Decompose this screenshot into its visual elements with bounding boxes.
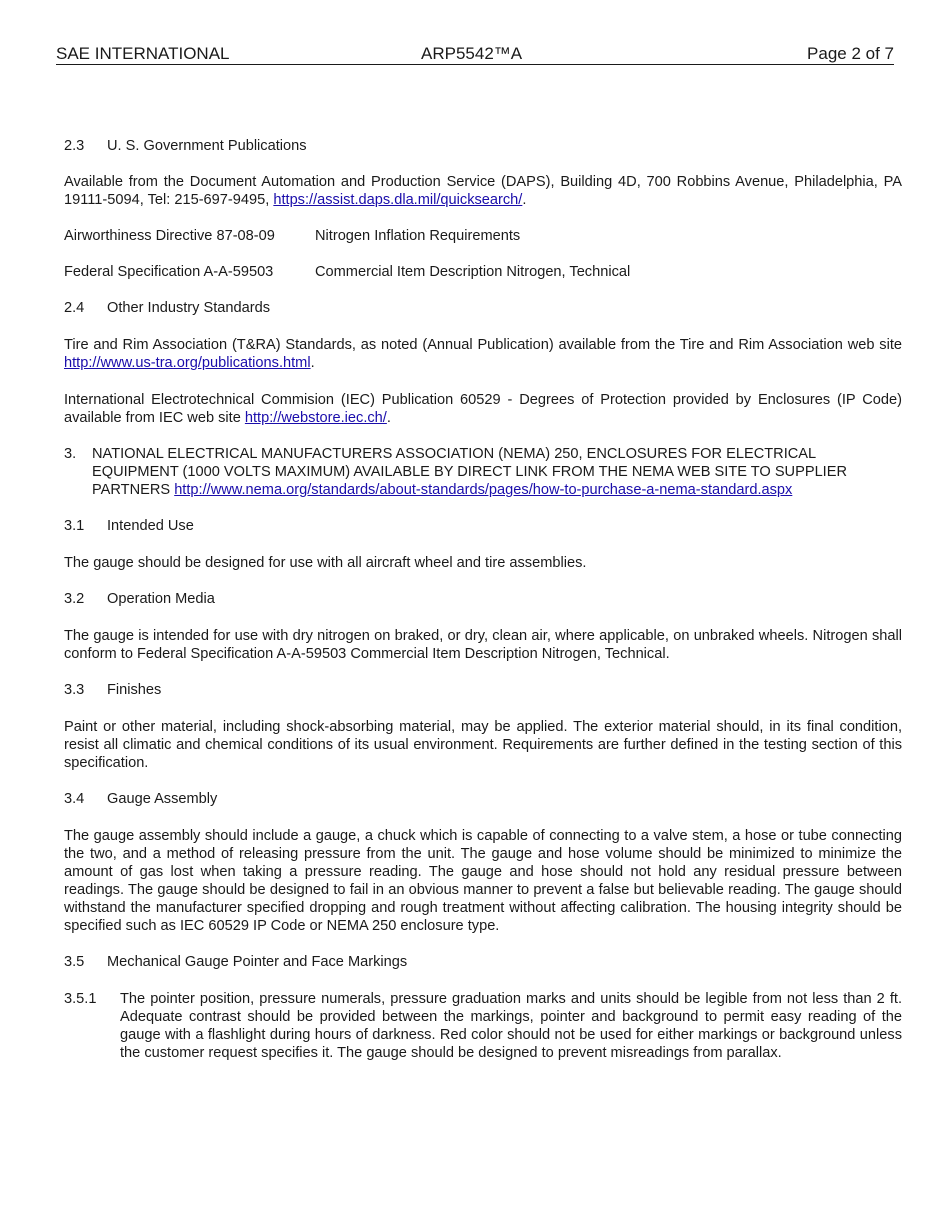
section-2-4-paragraph-tra bbox=[64, 336, 902, 372]
section-title: Operation Media bbox=[107, 591, 215, 607]
reference-id: Federal Specification A-A-59503 bbox=[64, 264, 274, 280]
section-2-3-paragraph bbox=[64, 173, 902, 209]
section-title-text: NATIONAL ELECTRICAL MANUFACTURERS ASSOCIATION (NEMA) 250, ENCLOSURES FOR ELECTRICAL EQUIPMENT (1000 VOLTS MAXIMUM) AVAILABLE BY DIRECT LINK FROM THE NEMA WEB SITE TO SUPPLIER PARTNERS bbox=[92, 446, 848, 498]
period: . bbox=[310, 355, 315, 371]
section-3-heading bbox=[64, 445, 902, 499]
section-2-4-heading bbox=[64, 299, 902, 317]
document-body bbox=[64, 137, 902, 1062]
header-org: SAE INTERNATIONAL bbox=[56, 44, 230, 63]
section-number: 3.3 bbox=[64, 682, 85, 698]
period: . bbox=[386, 410, 391, 426]
section-number: 3.4 bbox=[64, 791, 85, 807]
reference-id: Airworthiness Directive 87-08-09 bbox=[64, 228, 275, 244]
section-3-4-heading bbox=[64, 790, 902, 808]
paragraph-text: International Electrotechnical Commision (IEC) Publication 60529 - Degrees of Protection provided by Enclosures (IP Code) available from IEC web site bbox=[64, 392, 902, 426]
iec-link[interactable]: http://webstore.iec.ch/ bbox=[244, 410, 387, 426]
section-title: Gauge Assembly bbox=[107, 791, 218, 807]
section-3-1-heading bbox=[64, 517, 902, 535]
section-3-3-heading bbox=[64, 681, 902, 699]
nema-link[interactable]: http://www.nema.org/standards/about-standards/pages/how-to-purchase-a-nema-standard.aspx bbox=[174, 482, 793, 498]
section-3-4-paragraph: The gauge assembly should include a gauge, a chuck which is capable of connecting to a valve stem, a hose or tube connecting the two, and a method of releasing pressure from the unit. The gauge and hose volume should be minimized to minimize the amount of gas lost when taking a pressure reading. The gauge and hose should not hold any residual pressure between readings. The gauge should be designed to fail in an obvious manner to prevent a false but believable reading. The gauge should withstand the manufacturer specified dropping and rough treatment without affecting calibration. The housing integrity should be specified such as IEC 60529 IP Code or NEMA 250 enclosure type. bbox=[64, 828, 902, 934]
section-number: 2.3 bbox=[64, 138, 85, 154]
header-page-number: Page 2 of 7 bbox=[807, 44, 894, 63]
section-title: Other Industry Standards bbox=[107, 300, 271, 316]
subsection-number: 3.5.1 bbox=[64, 991, 97, 1007]
section-2-3-heading bbox=[64, 137, 902, 155]
page-header bbox=[56, 44, 894, 65]
section-number: 3.1 bbox=[64, 518, 85, 534]
paragraph-text: Available from the Document Automation and Production Service (DAPS), Building 4D, 700 Robbins Avenue, Philadelphia, PA 19111-5094, Tel: 215-697-9495, bbox=[64, 174, 902, 208]
section-title: Intended Use bbox=[107, 518, 194, 534]
section-title bbox=[92, 445, 902, 499]
paragraph-text: Tire and Rim Association (T&RA) Standards, as noted (Annual Publication) available from the Tire and Rim Association web site bbox=[64, 337, 902, 353]
section-title: Mechanical Gauge Pointer and Face Markings bbox=[107, 954, 408, 970]
reference-description: Commercial Item Description Nitrogen, Technical bbox=[315, 264, 631, 280]
section-3-1-paragraph: The gauge should be designed for use with all aircraft wheel and tire assemblies. bbox=[64, 555, 587, 571]
reference-row-ad bbox=[64, 227, 902, 245]
section-number: 3.2 bbox=[64, 591, 85, 607]
section-number: 3.5 bbox=[64, 954, 85, 970]
section-number: 3. bbox=[64, 446, 77, 462]
tra-link[interactable]: http://www.us-tra.org/publications.html bbox=[64, 355, 311, 371]
section-3-5-1 bbox=[64, 990, 902, 1062]
section-2-4-paragraph-iec bbox=[64, 391, 902, 427]
section-number: 2.4 bbox=[64, 300, 85, 316]
daps-link[interactable]: https://assist.daps.dla.mil/quicksearch/ bbox=[273, 192, 523, 208]
header-doc-id: ARP5542™A bbox=[421, 44, 523, 63]
section-title: Finishes bbox=[107, 682, 162, 698]
reference-row-fedspec bbox=[64, 263, 902, 281]
reference-description: Nitrogen Inflation Requirements bbox=[315, 228, 521, 244]
period: . bbox=[522, 192, 527, 208]
section-3-2-heading bbox=[64, 590, 902, 608]
section-3-2-paragraph: The gauge is intended for use with dry nitrogen on braked, or dry, clean air, where applicable, on unbraked wheels. Nitrogen shall conform to Federal Specification A-A-59503 Commercial Item Description Nitrogen, Technical. bbox=[64, 628, 902, 662]
section-3-3-paragraph: Paint or other material, including shock-absorbing material, may be applied. The exterior material should, in its final condition, resist all climatic and chemical conditions of its usual environment. Requirements are further defined in the testing section of this specification. bbox=[64, 719, 902, 771]
section-3-5-heading bbox=[64, 953, 902, 971]
subsection-text: The pointer position, pressure numerals, pressure graduation marks and units should be legible from not less than 2 ft. Adequate contrast should be provided between the markings, pointer and background to permit easy reading of the gauge with a flashlight during hours of darkness. Red color should not be used for either markings or background unless the customer request specifies it. The gauge should be designed to prevent misreadings from parallax. bbox=[120, 991, 902, 1061]
section-title: U. S. Government Publications bbox=[107, 138, 307, 154]
